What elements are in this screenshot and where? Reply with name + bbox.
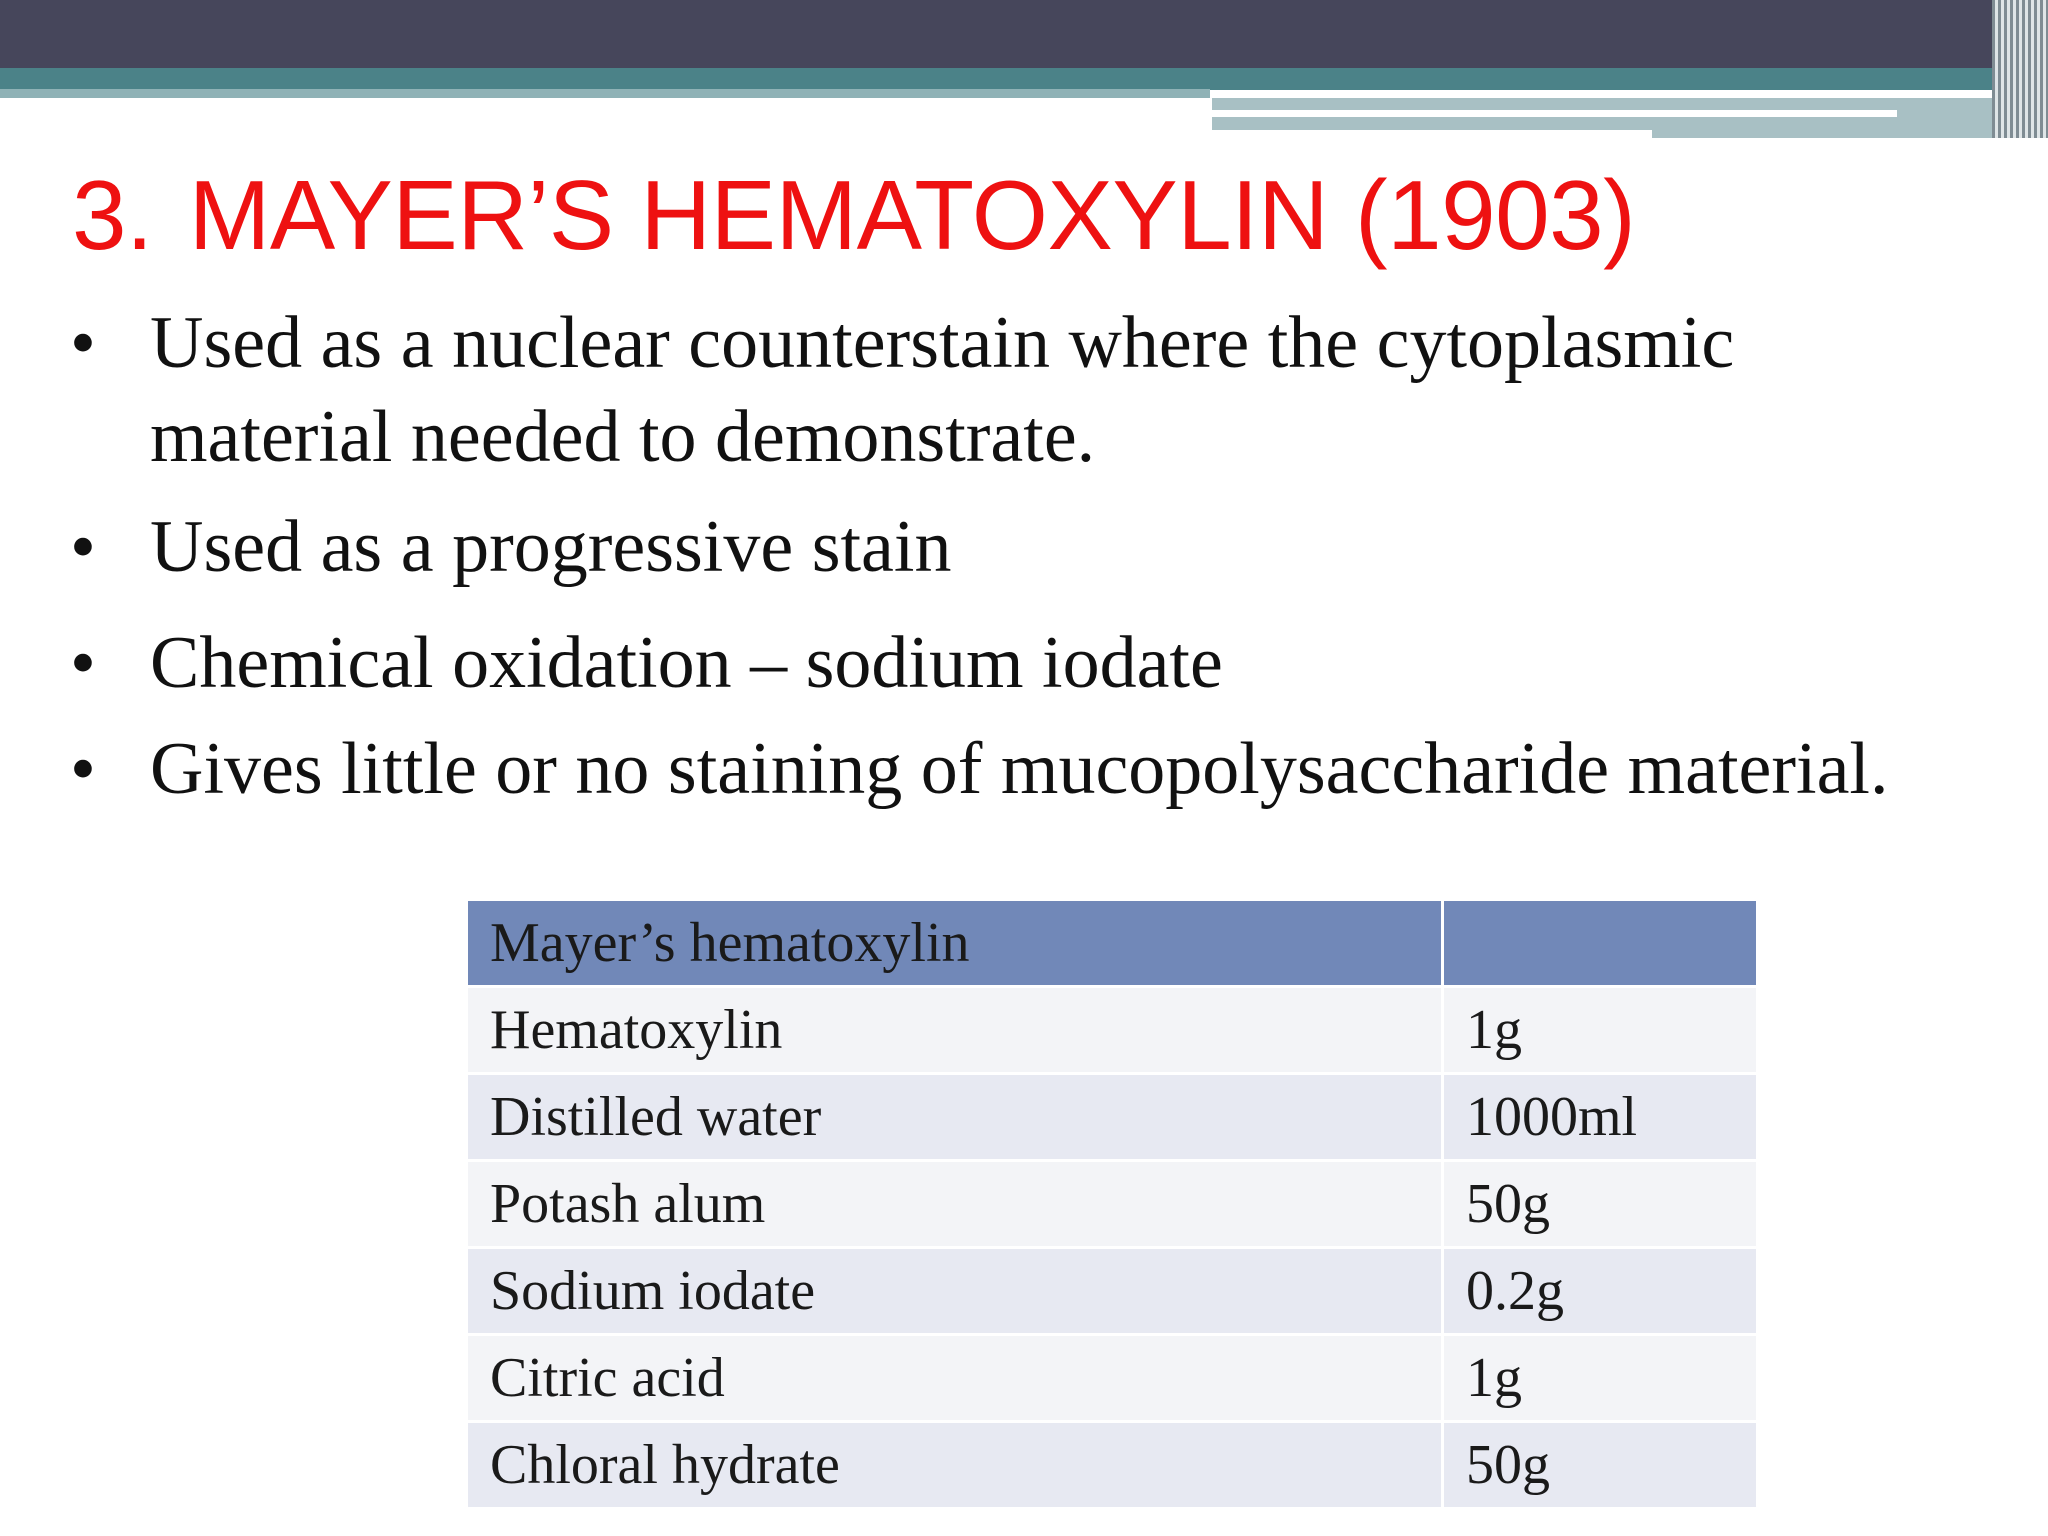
amount-cell: 1000ml [1443, 1074, 1758, 1161]
bullet-text: Chemical oxidation – sodium iodate [150, 622, 1223, 704]
table-header-title: Mayer’s hematoxylin [467, 900, 1443, 987]
table-row [467, 1074, 1758, 1161]
table-header-row [467, 900, 1758, 987]
table-row [467, 987, 1758, 1074]
header-bar-dark [0, 0, 2048, 68]
slide-title-text: MAYER’S HEMATOXYLIN (1903) [188, 160, 1636, 270]
bullet-item [70, 500, 1950, 594]
amount-cell: 1g [1443, 987, 1758, 1074]
bullet-icon: • [70, 622, 96, 704]
bullet-text: Gives little or no staining of mucopolysaccharide material. [150, 728, 1889, 810]
bullet-icon: • [70, 302, 96, 384]
bullet-icon: • [70, 728, 96, 810]
bullet-list [70, 296, 1950, 828]
bullet-text: Used as a progressive stain [150, 506, 952, 588]
ingredient-cell: Sodium iodate [467, 1248, 1443, 1335]
amount-cell: 0.2g [1443, 1248, 1758, 1335]
amount-cell: 1g [1443, 1335, 1758, 1422]
bullet-item [70, 710, 1950, 828]
ingredient-cell: Hematoxylin [467, 987, 1443, 1074]
ingredient-cell: Distilled water [467, 1074, 1443, 1161]
header-stripes [1992, 0, 2048, 138]
header-bar-teal [0, 68, 2048, 90]
table-row [467, 1248, 1758, 1335]
ingredient-cell: Citric acid [467, 1335, 1443, 1422]
bullet-item [70, 296, 1950, 484]
ingredient-cell: Chloral hydrate [467, 1422, 1443, 1509]
table-header-empty [1443, 900, 1758, 987]
slide-title-number: 3. [72, 160, 153, 270]
header-white-line [1212, 110, 1897, 117]
bullet-item [70, 616, 1950, 710]
table-row [467, 1422, 1758, 1509]
slide-title [72, 155, 1635, 275]
table-row [467, 1161, 1758, 1248]
bullet-icon: • [70, 506, 96, 588]
bullet-text: Used as a nuclear counterstain where the cytoplasmic material needed to demonstrate. [150, 302, 1735, 478]
header-white-line-2 [1212, 130, 1652, 138]
amount-cell: 50g [1443, 1161, 1758, 1248]
amount-cell: 50g [1443, 1422, 1758, 1509]
recipe-table [465, 898, 1759, 1510]
ingredient-cell: Potash alum [467, 1161, 1443, 1248]
table-row [467, 1335, 1758, 1422]
header-bar-teal-light [0, 89, 1210, 98]
